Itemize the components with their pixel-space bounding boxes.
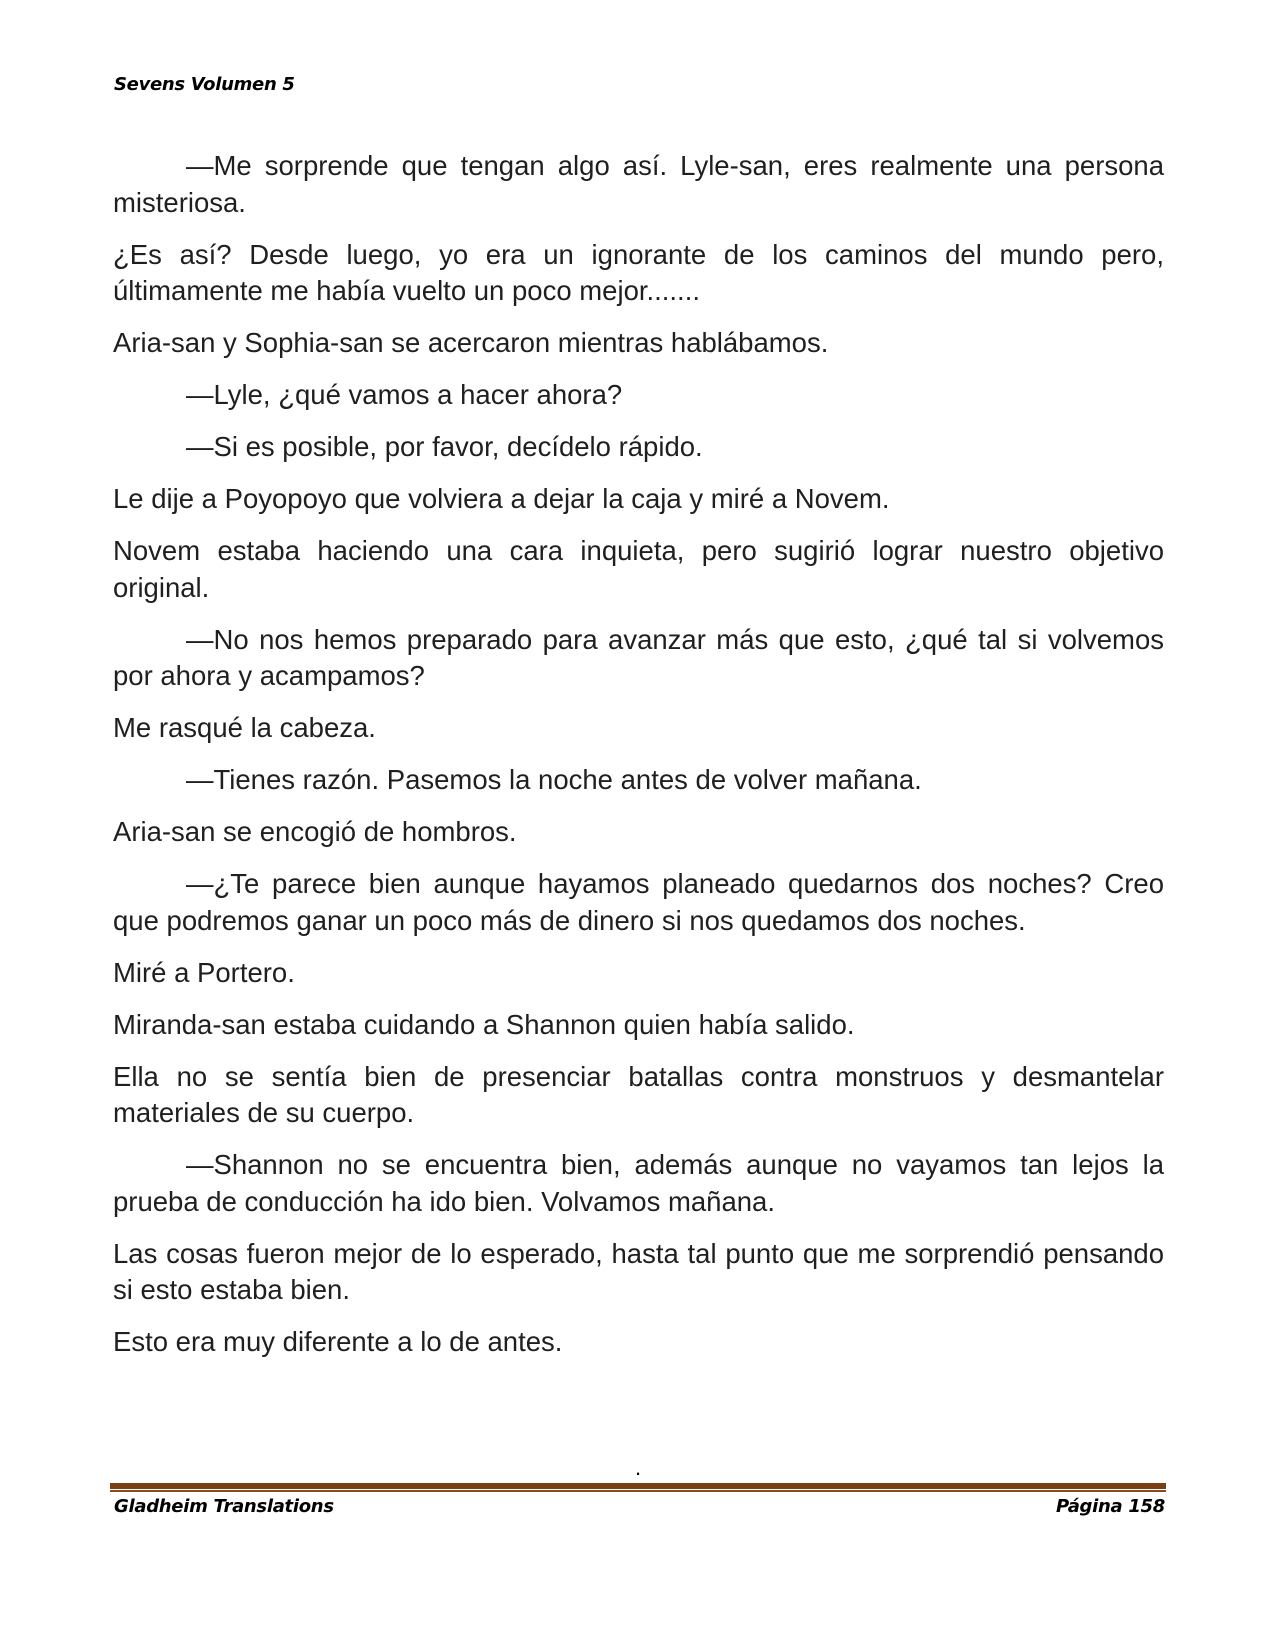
- paragraph: Me rasqué la cabeza.: [113, 712, 376, 743]
- paragraph: ¿Es así? Desde luego, yo era un ignorante de los caminos del mundo pero, últimamente me había vuelto un poco mejor.......: [113, 238, 1164, 306]
- paragraph: Novem estaba haciendo una cara inquieta, pero sugirió lograr nuestro objetivo original.: [113, 535, 1164, 603]
- paragraph-dialogue: —¿Te parece bien aunque hayamos planeado quedarnos dos noches? Creo que podremos ganar un poco más de dinero si nos quedamos dos noches.: [113, 868, 1164, 936]
- paragraph: Le dije a Poyopoyo que volviera a dejar la caja y miré a Novem.: [113, 483, 890, 514]
- paragraph-dialogue: —Tienes razón. Pasemos la noche antes de volver mañana.: [186, 764, 922, 795]
- paragraph: Aria-san se encogió de hombros.: [113, 816, 517, 847]
- paragraph-dialogue: —Me sorprende que tengan algo así. Lyle-san, eres realmente una persona misteriosa.: [113, 150, 1164, 218]
- paragraph-dialogue: —Lyle, ¿qué vamos a hacer ahora?: [186, 379, 623, 410]
- footer-page-number: Página 158: [1055, 1496, 1165, 1517]
- paragraph-dialogue: —Si es posible, por favor, decídelo rápido.: [186, 431, 703, 462]
- paragraph: Las cosas fueron mejor de lo esperado, hasta tal punto que me sorprendió pensando si esto estaba bien.: [113, 1237, 1164, 1305]
- paragraph-dialogue: —No nos hemos preparado para avanzar más que esto, ¿qué tal si volvemos por ahora y acampamos?: [113, 623, 1164, 691]
- paragraph: Miré a Portero.: [113, 956, 295, 988]
- footer-publisher: Gladheim Translations: [114, 1496, 334, 1517]
- footer-rule-thin: [110, 1490, 1166, 1492]
- paragraph: Miranda-san estaba cuidando a Shannon quien había salido.: [113, 1008, 855, 1040]
- paragraph: Ella no se sentía bien de presenciar batallas contra monstruos y desmantelar materiales de su cuerpo.: [113, 1060, 1164, 1128]
- page-marker-dot: .: [635, 1455, 642, 1480]
- paragraph: Esto era muy diferente a lo de antes.: [113, 1326, 563, 1357]
- page-body: [113, 148, 1164, 1376]
- paragraph: Aria-san y Sophia-san se acercaron mientras hablábamos.: [113, 327, 829, 358]
- paragraph-dialogue: —Shannon no se encuentra bien, además aunque no vayamos tan lejos la prueba de conducción ha ido bien. Volvamos mañana.: [113, 1149, 1164, 1217]
- running-header-title: Sevens Volumen 5: [114, 74, 295, 95]
- footer-rule-thick: [110, 1483, 1166, 1489]
